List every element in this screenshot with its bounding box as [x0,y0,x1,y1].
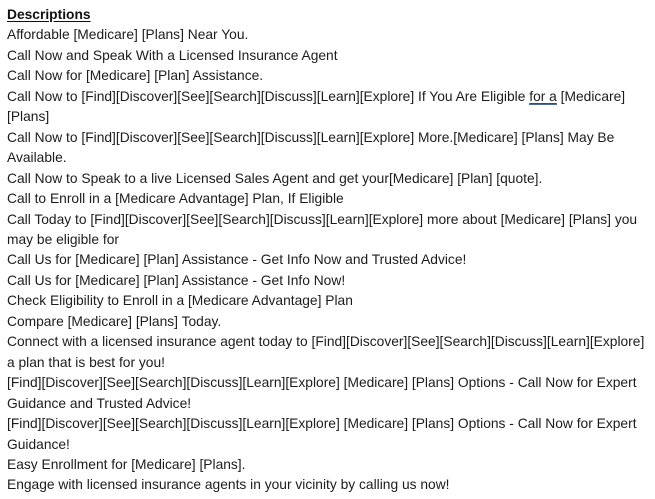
description-line: [Find][Discover][See][Search][Discuss][Learn][Explore] [Medicare] [Plans] Options - Call Now for Expert Guidance! [7,416,637,452]
description-line: Call Now to [Find][Discover][See][Search][Discuss][Learn][Explore] More.[Medicare] [Plans] May Be Available. [7,129,615,166]
grammar-flagged-phrase[interactable]: for a [529,88,557,104]
description-list [7,25,649,495]
description-line: Easy Enrollment for [Medicare] [Plans]. [7,456,246,472]
description-line: Call Us for [Medicare] [Plan] Assistance - Get Info Now and Trusted Advice! [7,252,467,268]
page-title: Descriptions [7,7,91,22]
description-line: Call Us for [Medicare] [Plan] Assistance - Get Info Now! [7,272,346,288]
description-line: Compare [Medicare] [Plans] Today. [7,313,222,329]
description-line: Call Now for [Medicare] [Plan] Assistance. [7,68,264,84]
description-line: [Find][Discover][See][Search][Discuss][Learn][Explore] [Medicare] [Plans] Options - Call Now for Expert Guidance and Trusted Advice! [7,375,637,411]
description-line: Call Now to Speak to a live Licensed Sales Agent and get your[Medicare] [Plan] [quote]. [7,170,543,186]
description-line: Call Now to [Find][Discover][See][Search][Discuss][Learn][Explore] If You Are Eligible for a [Medicare] [Plans] [7,88,626,125]
description-line: Call Today to [Find][Discover][See][Search][Discuss][Learn][Explore] more about [Medicare] [Plans] you may be eligible for [7,211,638,247]
description-line: Call to Enroll in a [Medicare Advantage] Plan, If Eligible [7,191,344,207]
description-line: Check Eligibility to Enroll in a [Medicare Advantage] Plan [7,293,353,309]
description-line: Connect with a licensed insurance agent today to [Find][Discover][See][Search][Discuss][Learn][Explore] a plan that is best for you! [7,334,645,370]
description-line: Call Now and Speak With a Licensed Insurance Agent [7,47,338,63]
description-line: Affordable [Medicare] [Plans] Near You. [7,27,249,43]
description-line: Engage with licensed insurance agents in your vicinity by calling us now! [7,477,450,493]
